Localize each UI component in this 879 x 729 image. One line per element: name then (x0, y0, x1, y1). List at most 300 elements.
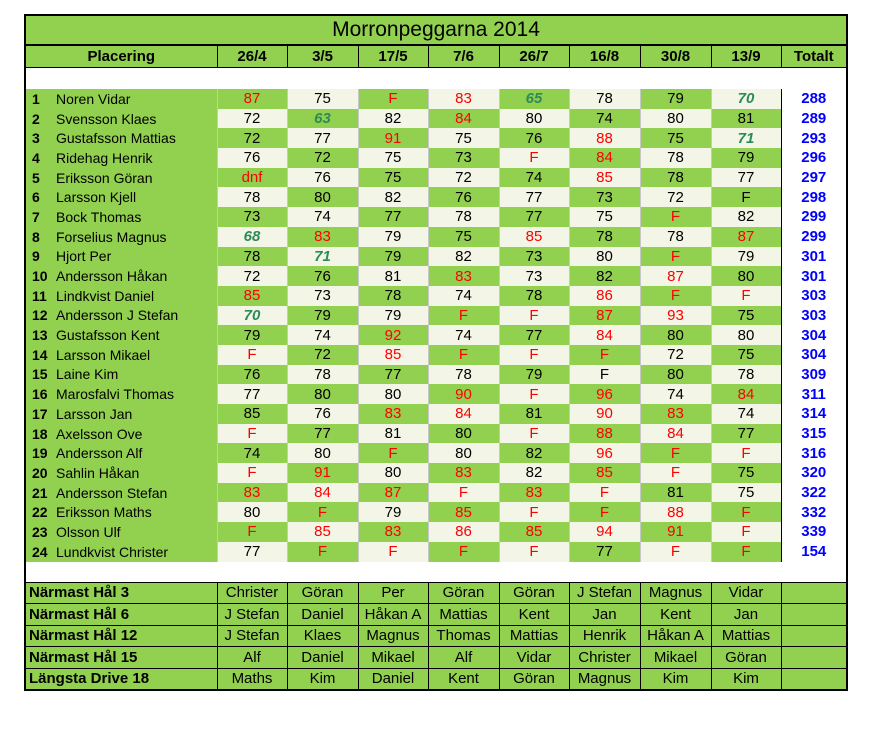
player-row (25, 148, 847, 168)
player-position: 5 (32, 169, 40, 186)
player-cell (25, 365, 217, 385)
player-row (25, 443, 847, 463)
player-position: 4 (32, 149, 40, 166)
score-cell: 77 (499, 207, 569, 227)
award-winner: Jan (569, 604, 640, 626)
score-cell: 77 (217, 384, 287, 404)
award-winner: Mattias (711, 625, 781, 647)
player-row (25, 483, 847, 503)
total-cell: 320 (781, 463, 847, 483)
score-cell: 78 (711, 365, 781, 385)
score-cell: 74 (287, 207, 358, 227)
award-winner: Christer (217, 582, 287, 604)
player-position: 18 (32, 425, 48, 442)
score-cell: 82 (358, 187, 428, 207)
player-cell (25, 187, 217, 207)
score-cell: F (711, 542, 781, 562)
award-winner: Göran (499, 582, 569, 604)
score-cell: 77 (287, 424, 358, 444)
score-cell: F (499, 345, 569, 365)
award-winner: Kent (640, 604, 711, 626)
score-cell: 80 (640, 325, 711, 345)
award-label: Närmast Hål 3 (25, 582, 217, 604)
award-winner: Daniel (358, 668, 428, 690)
score-cell: F (287, 502, 358, 522)
award-winner (781, 647, 847, 669)
score-cell: 72 (428, 168, 499, 188)
award-winner: J Stefan (217, 625, 287, 647)
score-cell: 76 (428, 187, 499, 207)
score-cell: 85 (428, 502, 499, 522)
player-cell (25, 542, 217, 562)
score-cell: 80 (287, 384, 358, 404)
score-cell: 71 (287, 247, 358, 267)
player-row (25, 168, 847, 188)
score-cell: 83 (428, 89, 499, 109)
award-winner: Thomas (428, 625, 499, 647)
score-cell: 91 (640, 522, 711, 542)
player-name: Andersson Alf (56, 445, 143, 462)
score-cell: 79 (358, 502, 428, 522)
score-cell: 72 (217, 266, 287, 286)
total-cell: 311 (781, 384, 847, 404)
award-winner: Göran (287, 582, 358, 604)
score-cell: 72 (287, 345, 358, 365)
score-cell: 76 (287, 168, 358, 188)
score-cell: 84 (640, 424, 711, 444)
score-cell: 73 (217, 207, 287, 227)
award-winner: Magnus (569, 668, 640, 690)
player-position: 2 (32, 110, 40, 127)
score-cell: 85 (499, 227, 569, 247)
player-name: Laine Kim (56, 366, 119, 383)
score-cell: 63 (287, 109, 358, 129)
score-cell: 85 (358, 345, 428, 365)
score-cell: 80 (358, 384, 428, 404)
score-cell: F (640, 463, 711, 483)
award-winner: Mikael (358, 647, 428, 669)
player-name: Axelsson Ove (56, 425, 143, 442)
score-cell: 92 (358, 325, 428, 345)
score-cell: 80 (569, 247, 640, 267)
score-cell: 74 (569, 109, 640, 129)
score-cell: 85 (217, 404, 287, 424)
player-row (25, 286, 847, 306)
score-cell: 85 (499, 522, 569, 542)
results-sheet (24, 14, 848, 691)
score-cell: 75 (428, 128, 499, 148)
score-cell: 76 (287, 266, 358, 286)
score-cell: F (569, 345, 640, 365)
score-cell: F (217, 345, 287, 365)
score-cell: 78 (640, 227, 711, 247)
score-cell: F (499, 384, 569, 404)
score-cell: 78 (428, 207, 499, 227)
header-placering: Placering (25, 45, 217, 68)
player-position: 21 (32, 484, 48, 501)
score-cell: F (640, 247, 711, 267)
score-cell: 72 (217, 109, 287, 129)
score-cell: 82 (428, 247, 499, 267)
header-round: 17/5 (358, 45, 428, 68)
total-cell: 339 (781, 522, 847, 542)
score-cell: 73 (499, 266, 569, 286)
total-cell: 301 (781, 266, 847, 286)
score-cell: 78 (358, 286, 428, 306)
award-row (25, 625, 847, 647)
score-cell: 84 (428, 404, 499, 424)
player-row (25, 247, 847, 267)
award-winner: Henrik (569, 625, 640, 647)
award-winner: Maths (217, 668, 287, 690)
score-cell: 75 (358, 148, 428, 168)
score-cell: 68 (217, 227, 287, 247)
score-cell: 78 (428, 365, 499, 385)
player-name: Gustafsson Mattias (56, 130, 176, 147)
player-row (25, 266, 847, 286)
score-cell: 74 (217, 443, 287, 463)
score-cell: 73 (569, 187, 640, 207)
score-cell: 72 (217, 128, 287, 148)
player-row (25, 345, 847, 365)
score-cell: 78 (287, 365, 358, 385)
award-winner: Klaes (287, 625, 358, 647)
player-name: Olsson Ulf (56, 523, 121, 540)
score-cell: 85 (569, 463, 640, 483)
score-cell: F (569, 502, 640, 522)
score-cell: 84 (287, 483, 358, 503)
score-cell: 85 (569, 168, 640, 188)
score-cell: 73 (287, 286, 358, 306)
score-cell: 96 (569, 384, 640, 404)
player-position: 19 (32, 445, 48, 462)
score-cell: 80 (499, 109, 569, 129)
score-cell: 73 (499, 247, 569, 267)
score-cell: 86 (569, 286, 640, 306)
award-winner: Kent (499, 604, 569, 626)
award-winner: Per (358, 582, 428, 604)
score-cell: 78 (217, 187, 287, 207)
score-cell: 83 (217, 483, 287, 503)
total-cell: 315 (781, 424, 847, 444)
score-cell: 76 (217, 365, 287, 385)
player-cell (25, 89, 217, 109)
score-cell: 74 (711, 404, 781, 424)
player-row (25, 325, 847, 345)
player-cell (25, 463, 217, 483)
spacer-row (25, 562, 847, 583)
score-cell: F (640, 286, 711, 306)
total-cell: 288 (781, 89, 847, 109)
total-cell: 332 (781, 502, 847, 522)
score-cell: 83 (640, 404, 711, 424)
player-cell (25, 345, 217, 365)
score-cell: F (711, 443, 781, 463)
score-cell: 78 (217, 247, 287, 267)
header-round: 7/6 (428, 45, 499, 68)
award-winner (781, 582, 847, 604)
player-name: Forselius Magnus (56, 228, 167, 245)
player-position: 24 (32, 543, 48, 560)
score-cell: 82 (499, 463, 569, 483)
player-row (25, 365, 847, 385)
score-cell: 79 (358, 227, 428, 247)
score-cell: F (640, 443, 711, 463)
score-cell: 76 (287, 404, 358, 424)
player-cell (25, 128, 217, 148)
score-cell: 77 (217, 542, 287, 562)
player-cell (25, 247, 217, 267)
award-winner: Kim (711, 668, 781, 690)
total-cell: 299 (781, 227, 847, 247)
award-label: Närmast Hål 15 (25, 647, 217, 669)
player-name: Ridehag Henrik (56, 149, 153, 166)
player-position: 16 (32, 386, 48, 403)
score-cell: 90 (428, 384, 499, 404)
award-winner: Vidar (499, 647, 569, 669)
header-round: 26/4 (217, 45, 287, 68)
player-cell (25, 325, 217, 345)
score-cell: 83 (287, 227, 358, 247)
player-name: Andersson J Stefan (56, 307, 179, 324)
score-cell: F (640, 207, 711, 227)
score-cell: 79 (358, 306, 428, 326)
total-cell: 289 (781, 109, 847, 129)
total-cell: 293 (781, 128, 847, 148)
score-cell: 72 (287, 148, 358, 168)
score-cell: 81 (358, 266, 428, 286)
award-winner: J Stefan (569, 582, 640, 604)
header-round: 3/5 (287, 45, 358, 68)
score-cell: 75 (711, 463, 781, 483)
score-cell: 88 (569, 424, 640, 444)
score-cell: 77 (711, 424, 781, 444)
award-winner: Kent (428, 668, 499, 690)
score-cell: F (428, 483, 499, 503)
score-cell: F (640, 542, 711, 562)
score-cell: 84 (569, 148, 640, 168)
score-cell: 87 (640, 266, 711, 286)
score-cell: 84 (569, 325, 640, 345)
award-winner (781, 625, 847, 647)
award-winner: Göran (499, 668, 569, 690)
header-round: 26/7 (499, 45, 569, 68)
player-name: Lundkvist Christer (56, 543, 169, 560)
player-name: Noren Vidar (56, 90, 131, 107)
score-cell: dnf (217, 168, 287, 188)
score-cell: F (499, 542, 569, 562)
player-cell (25, 522, 217, 542)
score-cell: F (217, 463, 287, 483)
score-cell: 76 (217, 148, 287, 168)
score-cell: 70 (217, 306, 287, 326)
award-winner: Håkan A (358, 604, 428, 626)
award-winner: Alf (428, 647, 499, 669)
award-row (25, 604, 847, 626)
score-cell: 87 (217, 89, 287, 109)
total-cell: 316 (781, 443, 847, 463)
player-cell (25, 266, 217, 286)
score-cell: 80 (640, 109, 711, 129)
score-cell: 80 (358, 463, 428, 483)
score-cell: 80 (711, 325, 781, 345)
score-cell: 78 (640, 148, 711, 168)
header-row (25, 45, 847, 68)
score-cell: 85 (287, 522, 358, 542)
score-cell: 74 (640, 384, 711, 404)
score-cell: F (499, 306, 569, 326)
score-cell: F (499, 424, 569, 444)
award-row (25, 647, 847, 669)
score-cell: F (499, 148, 569, 168)
player-cell (25, 384, 217, 404)
total-cell: 304 (781, 325, 847, 345)
score-cell: 77 (711, 168, 781, 188)
award-label: Längsta Drive 18 (25, 668, 217, 690)
player-name: Eriksson Maths (56, 504, 152, 521)
score-cell: 86 (428, 522, 499, 542)
player-cell (25, 286, 217, 306)
score-cell: F (711, 502, 781, 522)
player-cell (25, 306, 217, 326)
player-cell (25, 424, 217, 444)
score-cell: 79 (711, 247, 781, 267)
player-cell (25, 404, 217, 424)
award-winner (781, 604, 847, 626)
player-position: 14 (32, 346, 48, 363)
award-label: Närmast Hål 12 (25, 625, 217, 647)
results-table (24, 14, 848, 691)
player-cell (25, 502, 217, 522)
score-cell: 80 (428, 443, 499, 463)
player-name: Larsson Jan (56, 405, 133, 422)
score-cell: 81 (358, 424, 428, 444)
player-position: 11 (32, 287, 47, 304)
player-row (25, 542, 847, 562)
score-cell: F (217, 522, 287, 542)
score-cell: 80 (640, 365, 711, 385)
score-cell: 80 (287, 187, 358, 207)
score-cell: 81 (640, 483, 711, 503)
player-row (25, 89, 847, 109)
player-row (25, 187, 847, 207)
score-cell: 74 (428, 325, 499, 345)
total-cell: 322 (781, 483, 847, 503)
award-winner: Vidar (711, 582, 781, 604)
player-position: 13 (32, 327, 48, 344)
player-position: 6 (32, 189, 40, 206)
total-cell: 154 (781, 542, 847, 562)
player-name: Lindkvist Daniel (56, 287, 155, 304)
player-cell (25, 148, 217, 168)
total-cell: 297 (781, 168, 847, 188)
score-cell: 79 (640, 89, 711, 109)
score-cell: 84 (711, 384, 781, 404)
score-cell: 91 (287, 463, 358, 483)
total-cell: 303 (781, 306, 847, 326)
award-winner: Kim (640, 668, 711, 690)
score-cell: 75 (640, 128, 711, 148)
award-row (25, 582, 847, 604)
player-row (25, 109, 847, 129)
score-cell: 76 (499, 128, 569, 148)
score-cell: 81 (711, 109, 781, 129)
player-cell (25, 483, 217, 503)
player-position: 3 (32, 130, 40, 147)
score-cell: 96 (569, 443, 640, 463)
player-name: Hjort Per (56, 248, 112, 265)
total-cell: 304 (781, 345, 847, 365)
player-name: Marosfalvi Thomas (56, 386, 175, 403)
player-name: Bock Thomas (56, 208, 142, 225)
player-position: 15 (32, 366, 48, 383)
award-winner: Håkan A (640, 625, 711, 647)
score-cell: 80 (287, 443, 358, 463)
score-cell: 75 (569, 207, 640, 227)
spacer-row (25, 68, 847, 90)
score-cell: 84 (428, 109, 499, 129)
award-winner: Göran (711, 647, 781, 669)
total-cell: 298 (781, 187, 847, 207)
score-cell: F (569, 483, 640, 503)
player-name: Andersson Håkan (56, 268, 168, 285)
score-cell: 87 (711, 227, 781, 247)
score-cell: 74 (499, 168, 569, 188)
player-row (25, 404, 847, 424)
award-winner: Kim (287, 668, 358, 690)
player-row (25, 227, 847, 247)
player-cell (25, 227, 217, 247)
score-cell: 83 (358, 404, 428, 424)
header-totalt: Totalt (781, 45, 847, 68)
score-cell: 65 (499, 89, 569, 109)
score-cell: 74 (428, 286, 499, 306)
award-winner: J Stefan (217, 604, 287, 626)
score-cell: 71 (711, 128, 781, 148)
score-cell: 77 (358, 207, 428, 227)
player-name: Sahlin Håkan (56, 464, 140, 481)
score-cell: 75 (358, 168, 428, 188)
award-winner (781, 668, 847, 690)
player-position: 8 (32, 228, 40, 245)
score-cell: 75 (711, 306, 781, 326)
player-name: Svensson Klaes (56, 110, 157, 127)
score-cell: 75 (287, 89, 358, 109)
score-cell: 87 (569, 306, 640, 326)
award-winner: Mattias (499, 625, 569, 647)
score-cell: 78 (640, 168, 711, 188)
score-cell: 90 (569, 404, 640, 424)
score-cell: F (428, 345, 499, 365)
player-position: 9 (32, 248, 40, 265)
score-cell: F (287, 542, 358, 562)
header-round: 16/8 (569, 45, 640, 68)
score-cell: 75 (711, 345, 781, 365)
score-cell: 82 (711, 207, 781, 227)
score-cell: 80 (217, 502, 287, 522)
total-cell: 303 (781, 286, 847, 306)
player-position: 10 (32, 268, 48, 285)
score-cell: F (358, 542, 428, 562)
score-cell: 74 (287, 325, 358, 345)
score-cell: 78 (569, 89, 640, 109)
player-name: Larsson Mikael (56, 346, 151, 363)
player-position: 17 (32, 405, 48, 422)
player-position: 7 (32, 208, 40, 225)
award-winner: Christer (569, 647, 640, 669)
award-row (25, 668, 847, 690)
score-cell: F (217, 424, 287, 444)
